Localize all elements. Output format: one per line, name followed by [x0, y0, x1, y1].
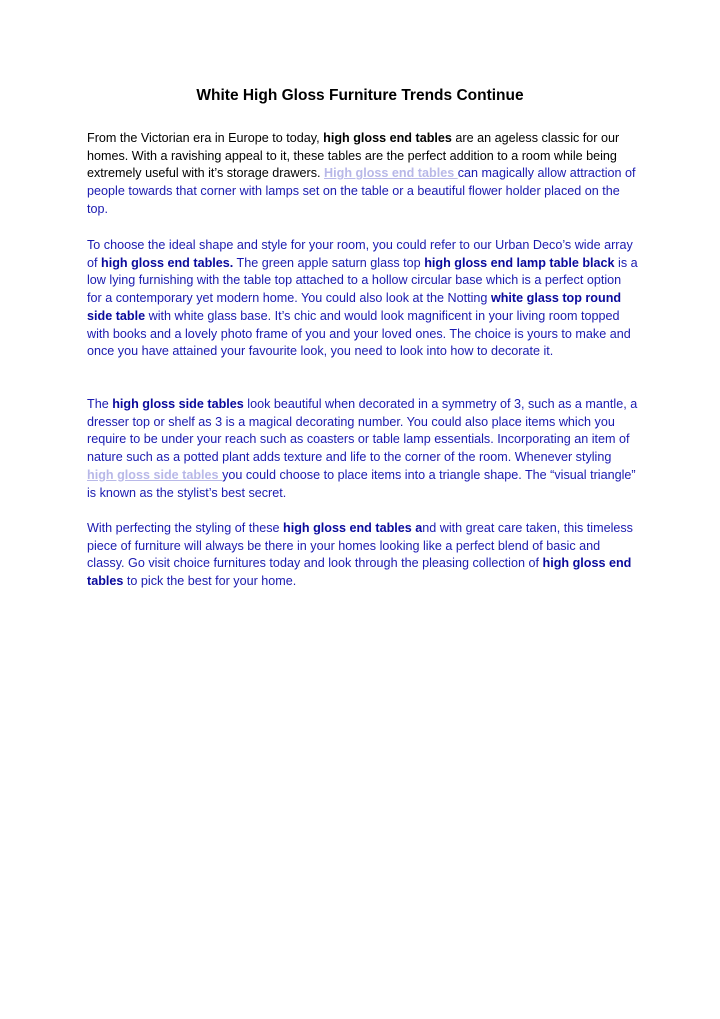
paragraph-4-text: With perfecting the styling of these: [87, 521, 284, 535]
paragraph-2-text: The green apple saturn glass top: [233, 255, 425, 270]
paragraph-3-text: look beautiful when decorated in a symmetry of 3, such as a mantle, a dresser top or shelf as 3 is a magical decorating number. You could also place items which you require to be under your reach such as coasters or table lamp essentials. Incorporating an item of nature such as a potted plant adds texture and life to the corner of the room. Whenever styling: [87, 397, 638, 465]
paragraph-1-text: are an ageless classic for our homes. With a ravishing appeal to it, these tables are the perfect addition to a room while being extremely useful with it’s storage drawers.: [87, 131, 620, 181]
paragraph-2-text: To choose the ideal shape and style for your room, you could refer to our Urban Deco’s wide array of: [87, 238, 633, 270]
keyword-high-gloss-end-tables: high gloss end tables a: [283, 521, 423, 535]
paragraph-1: [87, 130, 639, 219]
paragraph-3-text: The: [87, 397, 113, 411]
paragraph-2-text: is a low lying furnishing with the table top attached to a hollow circular base which is a perfect option for a contemporary yet modern home. You could also look at the Notting: [87, 255, 638, 306]
link-high-gloss-side-tables[interactable]: high gloss side tables: [87, 467, 223, 482]
keyword-high-gloss-end-tables: high gloss end tables.: [101, 255, 234, 270]
keyword-high-gloss-side-tables: high gloss side tables: [112, 397, 244, 411]
paragraph-4-text: to pick the best for your home.: [123, 574, 297, 589]
keyword-high-gloss-end-tables: high gloss end tables: [323, 131, 452, 145]
paragraph-3: [87, 396, 639, 502]
paragraph-1-text: can magically allow attraction of people towards that corner with lamps set on the table or a beautiful flower holder placed on the top.: [87, 166, 636, 216]
keyword-high-gloss-end-lamp-table-black: high gloss end lamp table black: [424, 255, 615, 270]
paragraph-4: [87, 520, 639, 591]
page-title: White High Gloss Furniture Trends Continue: [196, 87, 524, 104]
link-high-gloss-end-tables[interactable]: High gloss end tables: [324, 166, 458, 181]
paragraph-1-text: From the Victorian era in Europe to today,: [87, 131, 324, 145]
paragraph-3-text: you could choose to place items into a triangle shape. The “visual triangle” is known as the stylist’s best secret.: [87, 467, 636, 500]
paragraph-2: [87, 237, 639, 361]
keyword-high-gloss-end-tables: high gloss end tables: [87, 556, 632, 589]
keyword-white-glass-top-round-side-table: white glass top round side table: [87, 291, 622, 323]
paragraph-2-text: with white glass base. It’s chic and would look magnificent in your living room topped with books and a lovely photo frame of you and your loved ones. The choice is yours to make and once you have attained your favourite look, you need to look into how to decorate it.: [87, 308, 631, 359]
paragraph-4-text: nd with great care taken, this timeless piece of furniture will always be there in your homes looking like a perfect blend of basic and classy. Go visit choice furnitures today and look through the pleasing collection of: [87, 521, 633, 571]
